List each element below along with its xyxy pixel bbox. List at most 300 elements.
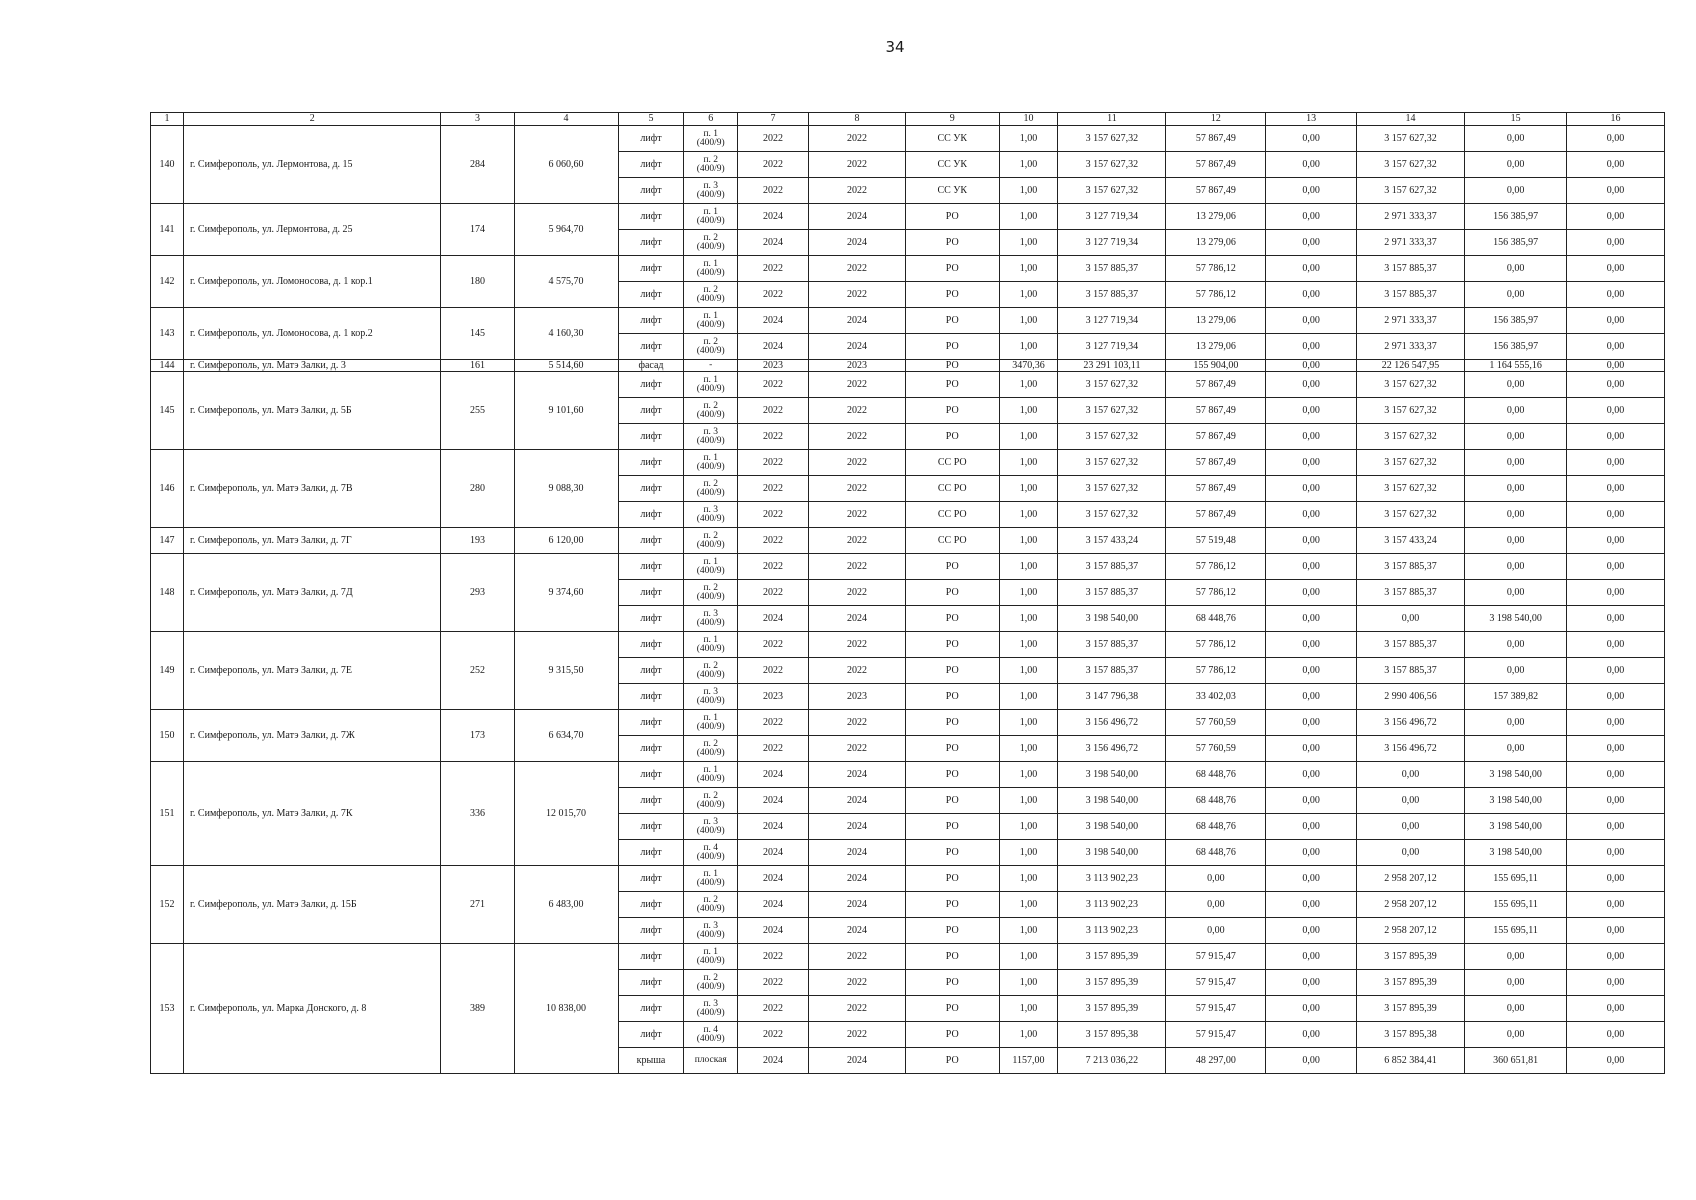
cell-year-plan: 2022	[738, 256, 809, 282]
cell-col16: 0,00	[1567, 866, 1665, 892]
cell-row-number: 144	[151, 360, 184, 372]
part-sublabel: (400/9)	[696, 241, 725, 252]
cell-col16: 0,00	[1567, 918, 1665, 944]
cell-year-fact: 2024	[809, 866, 906, 892]
cell-col14: 3 157 627,32	[1356, 152, 1464, 178]
cell-col13: 0,00	[1266, 684, 1357, 710]
cell-col14: 2 971 333,37	[1356, 230, 1464, 256]
cell-col4: 9 374,60	[514, 554, 618, 632]
cell-address: г. Симферополь, ул. Ломоносова, д. 1 кор.1	[183, 256, 440, 308]
cell-part	[684, 762, 738, 788]
cell-part	[684, 684, 738, 710]
cell-total-cost: 3 198 540,00	[1058, 606, 1166, 632]
cell-work-type: лифт	[618, 282, 684, 308]
cell-row-number: 152	[151, 866, 184, 944]
cell-quantity: 1,00	[999, 866, 1058, 892]
cell-col13: 0,00	[1266, 918, 1357, 944]
cell-unit-cost: 57 867,49	[1166, 502, 1266, 528]
cell-col14: 0,00	[1356, 762, 1464, 788]
cell-unit-cost: 57 867,49	[1166, 398, 1266, 424]
part-sublabel: (400/9)	[696, 747, 725, 758]
table-row	[151, 944, 1665, 970]
part-label: п. 1	[703, 946, 719, 957]
table-row	[151, 372, 1665, 398]
cell-year-fact: 2022	[809, 178, 906, 204]
cell-quantity: 1157,00	[999, 1048, 1058, 1074]
cell-part	[684, 398, 738, 424]
cell-col14: 3 156 496,72	[1356, 710, 1464, 736]
header-cell: 5	[618, 113, 684, 126]
cell-work-type: лифт	[618, 204, 684, 230]
cell-col15: 0,00	[1465, 658, 1567, 684]
cell-unit-cost: 13 279,06	[1166, 308, 1266, 334]
part-sublabel: (400/9)	[696, 955, 725, 966]
cell-col4: 4 160,30	[514, 308, 618, 360]
cell-quantity: 1,00	[999, 996, 1058, 1022]
cell-part	[684, 892, 738, 918]
cell-col15: 0,00	[1465, 502, 1567, 528]
cell-year-plan: 2024	[738, 788, 809, 814]
header-cell: 7	[738, 113, 809, 126]
cell-total-cost: 3 157 885,37	[1058, 632, 1166, 658]
cell-quantity: 1,00	[999, 684, 1058, 710]
cell-funding-source: РО	[905, 814, 999, 840]
cell-year-fact: 2023	[809, 360, 906, 372]
cell-work-type: фасад	[618, 360, 684, 372]
repair-schedule-table	[150, 112, 1665, 1074]
cell-funding-source: РО	[905, 308, 999, 334]
cell-unit-cost: 0,00	[1166, 892, 1266, 918]
part-label: п. 2	[703, 232, 719, 243]
cell-col13: 0,00	[1266, 632, 1357, 658]
part-label: п. 2	[703, 336, 719, 347]
header-cell: 4	[514, 113, 618, 126]
cell-col15: 155 695,11	[1465, 918, 1567, 944]
cell-year-plan: 2022	[738, 944, 809, 970]
cell-quantity: 1,00	[999, 970, 1058, 996]
cell-col15: 156 385,97	[1465, 204, 1567, 230]
cell-col3: 255	[441, 372, 514, 450]
cell-quantity: 1,00	[999, 554, 1058, 580]
cell-quantity: 1,00	[999, 840, 1058, 866]
cell-total-cost: 3 157 895,39	[1058, 970, 1166, 996]
cell-total-cost: 3 127 719,34	[1058, 334, 1166, 360]
cell-part	[684, 814, 738, 840]
cell-work-type: лифт	[618, 762, 684, 788]
cell-col13: 0,00	[1266, 398, 1357, 424]
cell-work-type: лифт	[618, 256, 684, 282]
cell-year-fact: 2024	[809, 230, 906, 256]
cell-year-fact: 2022	[809, 580, 906, 606]
cell-quantity: 1,00	[999, 424, 1058, 450]
part-sublabel: (400/9)	[696, 877, 725, 888]
cell-total-cost: 3 157 885,37	[1058, 658, 1166, 684]
cell-col15: 0,00	[1465, 554, 1567, 580]
cell-col15: 0,00	[1465, 256, 1567, 282]
cell-quantity: 1,00	[999, 528, 1058, 554]
cell-work-type: лифт	[618, 606, 684, 632]
cell-part	[684, 866, 738, 892]
cell-year-fact: 2022	[809, 970, 906, 996]
part-label: п. 2	[703, 154, 719, 165]
cell-col14: 3 157 895,39	[1356, 970, 1464, 996]
part-sublabel: (400/9)	[696, 293, 725, 304]
cell-col3: 145	[441, 308, 514, 360]
cell-row-number: 142	[151, 256, 184, 308]
cell-year-fact: 2022	[809, 398, 906, 424]
cell-col15: 3 198 540,00	[1465, 840, 1567, 866]
cell-year-plan: 2024	[738, 762, 809, 788]
cell-work-type: лифт	[618, 152, 684, 178]
cell-part	[684, 1022, 738, 1048]
cell-col15: 0,00	[1465, 152, 1567, 178]
cell-year-plan: 2022	[738, 736, 809, 762]
cell-col16: 0,00	[1567, 450, 1665, 476]
cell-col3: 161	[441, 360, 514, 372]
cell-year-fact: 2024	[809, 1048, 906, 1074]
cell-col3: 284	[441, 126, 514, 204]
cell-year-plan: 2022	[738, 554, 809, 580]
table-row	[151, 360, 1665, 372]
cell-unit-cost: 13 279,06	[1166, 334, 1266, 360]
cell-col13: 0,00	[1266, 1022, 1357, 1048]
cell-col14: 3 157 627,32	[1356, 126, 1464, 152]
cell-col16: 0,00	[1567, 528, 1665, 554]
cell-col13: 0,00	[1266, 502, 1357, 528]
cell-col13: 0,00	[1266, 528, 1357, 554]
cell-col15: 155 695,11	[1465, 866, 1567, 892]
cell-col16: 0,00	[1567, 398, 1665, 424]
cell-work-type: лифт	[618, 372, 684, 398]
cell-year-plan: 2022	[738, 282, 809, 308]
cell-work-type: лифт	[618, 334, 684, 360]
cell-quantity: 1,00	[999, 398, 1058, 424]
cell-col14: 0,00	[1356, 606, 1464, 632]
cell-funding-source: РО	[905, 970, 999, 996]
cell-part	[684, 502, 738, 528]
cell-part	[684, 360, 738, 372]
cell-year-fact: 2022	[809, 1022, 906, 1048]
cell-unit-cost: 57 786,12	[1166, 256, 1266, 282]
cell-part	[684, 658, 738, 684]
part-sublabel: (400/9)	[696, 215, 725, 226]
cell-col15: 0,00	[1465, 372, 1567, 398]
cell-unit-cost: 57 519,48	[1166, 528, 1266, 554]
cell-unit-cost: 0,00	[1166, 918, 1266, 944]
cell-total-cost: 3 113 902,23	[1058, 918, 1166, 944]
cell-unit-cost: 68 448,76	[1166, 840, 1266, 866]
cell-funding-source: РО	[905, 230, 999, 256]
cell-col15: 0,00	[1465, 450, 1567, 476]
cell-year-fact: 2024	[809, 840, 906, 866]
cell-year-fact: 2022	[809, 944, 906, 970]
cell-col16: 0,00	[1567, 736, 1665, 762]
cell-year-fact: 2022	[809, 424, 906, 450]
part-label: п. 3	[703, 998, 719, 1009]
cell-col15: 0,00	[1465, 476, 1567, 502]
part-sublabel: (400/9)	[696, 695, 725, 706]
cell-col15: 0,00	[1465, 528, 1567, 554]
table-row	[151, 204, 1665, 230]
cell-total-cost: 3 157 895,39	[1058, 944, 1166, 970]
cell-col14: 0,00	[1356, 814, 1464, 840]
cell-row-number: 143	[151, 308, 184, 360]
cell-col4: 6 060,60	[514, 126, 618, 204]
cell-row-number: 141	[151, 204, 184, 256]
cell-col16: 0,00	[1567, 658, 1665, 684]
part-label: п. 2	[703, 582, 719, 593]
cell-col15: 0,00	[1465, 580, 1567, 606]
part-label: п. 3	[703, 608, 719, 619]
cell-col16: 0,00	[1567, 788, 1665, 814]
cell-funding-source: РО	[905, 788, 999, 814]
part-sublabel: (400/9)	[696, 189, 725, 200]
cell-funding-source: РО	[905, 840, 999, 866]
cell-work-type: лифт	[618, 658, 684, 684]
cell-part	[684, 710, 738, 736]
cell-row-number: 150	[151, 710, 184, 762]
part-sublabel: (400/9)	[696, 721, 725, 732]
cell-work-type: лифт	[618, 528, 684, 554]
cell-col16: 0,00	[1567, 606, 1665, 632]
cell-col13: 0,00	[1266, 334, 1357, 360]
cell-col16: 0,00	[1567, 970, 1665, 996]
cell-year-fact: 2024	[809, 334, 906, 360]
part-label: п. 1	[703, 452, 719, 463]
cell-unit-cost: 57 786,12	[1166, 580, 1266, 606]
cell-year-fact: 2022	[809, 372, 906, 398]
cell-col15: 0,00	[1465, 632, 1567, 658]
cell-funding-source: РО	[905, 918, 999, 944]
column-number-row	[151, 113, 1665, 126]
cell-quantity: 1,00	[999, 580, 1058, 606]
cell-funding-source: РО	[905, 554, 999, 580]
cell-year-plan: 2024	[738, 230, 809, 256]
cell-col13: 0,00	[1266, 762, 1357, 788]
cell-funding-source: СС РО	[905, 476, 999, 502]
cell-unit-cost: 68 448,76	[1166, 606, 1266, 632]
cell-part	[684, 632, 738, 658]
part-label: п. 1	[703, 634, 719, 645]
cell-col15: 157 389,82	[1465, 684, 1567, 710]
cell-year-plan: 2023	[738, 684, 809, 710]
header-cell: 3	[441, 113, 514, 126]
cell-col14: 2 971 333,37	[1356, 308, 1464, 334]
part-label: п. 3	[703, 686, 719, 697]
cell-year-plan: 2022	[738, 580, 809, 606]
cell-unit-cost: 68 448,76	[1166, 814, 1266, 840]
cell-year-fact: 2022	[809, 736, 906, 762]
cell-work-type: лифт	[618, 684, 684, 710]
cell-year-plan: 2022	[738, 632, 809, 658]
cell-col3: 271	[441, 866, 514, 944]
cell-year-plan: 2024	[738, 918, 809, 944]
cell-unit-cost: 33 402,03	[1166, 684, 1266, 710]
cell-total-cost: 3 157 627,32	[1058, 152, 1166, 178]
cell-col13: 0,00	[1266, 1048, 1357, 1074]
cell-total-cost: 3 198 540,00	[1058, 762, 1166, 788]
cell-year-plan: 2022	[738, 450, 809, 476]
part-label: п. 3	[703, 180, 719, 191]
table-row	[151, 762, 1665, 788]
cell-year-fact: 2022	[809, 658, 906, 684]
cell-work-type: лифт	[618, 424, 684, 450]
cell-col16: 0,00	[1567, 126, 1665, 152]
cell-col15: 0,00	[1465, 398, 1567, 424]
cell-year-plan: 2022	[738, 398, 809, 424]
cell-quantity: 1,00	[999, 944, 1058, 970]
cell-col13: 0,00	[1266, 736, 1357, 762]
cell-unit-cost: 57 867,49	[1166, 476, 1266, 502]
cell-col4: 6 120,00	[514, 528, 618, 554]
cell-address: г. Симферополь, ул. Матэ Залки, д. 3	[183, 360, 440, 372]
cell-col13: 0,00	[1266, 606, 1357, 632]
cell-year-fact: 2022	[809, 528, 906, 554]
cell-col14: 3 157 885,37	[1356, 632, 1464, 658]
cell-year-fact: 2022	[809, 152, 906, 178]
cell-col14: 3 157 627,32	[1356, 372, 1464, 398]
cell-address: г. Симферополь, ул. Марка Донского, д. 8	[183, 944, 440, 1074]
cell-col4: 4 575,70	[514, 256, 618, 308]
cell-part	[684, 918, 738, 944]
table-row	[151, 256, 1665, 282]
cell-col15: 0,00	[1465, 424, 1567, 450]
cell-work-type: лифт	[618, 554, 684, 580]
cell-year-plan: 2022	[738, 178, 809, 204]
cell-quantity: 1,00	[999, 1022, 1058, 1048]
part-label: -	[709, 360, 713, 370]
cell-total-cost: 3 113 902,23	[1058, 892, 1166, 918]
cell-funding-source: РО	[905, 360, 999, 372]
cell-total-cost: 3 157 885,37	[1058, 256, 1166, 282]
part-sublabel: (400/9)	[696, 825, 725, 836]
part-label: п. 3	[703, 426, 719, 437]
part-label: п. 1	[703, 556, 719, 567]
cell-funding-source: СС РО	[905, 528, 999, 554]
cell-col14: 3 157 627,32	[1356, 398, 1464, 424]
cell-col14: 3 157 627,32	[1356, 424, 1464, 450]
cell-total-cost: 3 157 627,32	[1058, 424, 1166, 450]
cell-quantity: 1,00	[999, 788, 1058, 814]
cell-work-type: лифт	[618, 840, 684, 866]
cell-unit-cost: 57 786,12	[1166, 554, 1266, 580]
cell-work-type: лифт	[618, 580, 684, 606]
header-cell: 10	[999, 113, 1058, 126]
part-sublabel: (400/9)	[696, 487, 725, 498]
part-sublabel: (400/9)	[696, 1007, 725, 1018]
cell-col13: 0,00	[1266, 424, 1357, 450]
cell-year-fact: 2022	[809, 996, 906, 1022]
cell-unit-cost: 57 867,49	[1166, 450, 1266, 476]
cell-part	[684, 450, 738, 476]
cell-unit-cost: 48 297,00	[1166, 1048, 1266, 1074]
cell-col13: 0,00	[1266, 282, 1357, 308]
cell-total-cost: 3 157 627,32	[1058, 178, 1166, 204]
part-sublabel: (400/9)	[696, 1033, 725, 1044]
cell-work-type: лифт	[618, 230, 684, 256]
cell-col16: 0,00	[1567, 944, 1665, 970]
cell-total-cost: 3 127 719,34	[1058, 204, 1166, 230]
cell-col15: 156 385,97	[1465, 230, 1567, 256]
part-label: п. 1	[703, 128, 719, 139]
cell-col4: 6 483,00	[514, 866, 618, 944]
cell-col13: 0,00	[1266, 152, 1357, 178]
header-cell: 16	[1567, 113, 1665, 126]
cell-funding-source: РО	[905, 658, 999, 684]
cell-year-fact: 2024	[809, 814, 906, 840]
table-row	[151, 308, 1665, 334]
cell-col15: 0,00	[1465, 178, 1567, 204]
cell-col3: 174	[441, 204, 514, 256]
cell-col16: 0,00	[1567, 762, 1665, 788]
cell-address: г. Симферополь, ул. Лермонтова, д. 15	[183, 126, 440, 204]
cell-total-cost: 3 127 719,34	[1058, 230, 1166, 256]
cell-total-cost: 3 157 895,39	[1058, 996, 1166, 1022]
cell-unit-cost: 57 915,47	[1166, 944, 1266, 970]
cell-col13: 0,00	[1266, 360, 1357, 372]
cell-total-cost: 3 157 627,32	[1058, 398, 1166, 424]
cell-work-type: лифт	[618, 476, 684, 502]
cell-unit-cost: 57 867,49	[1166, 372, 1266, 398]
cell-unit-cost: 13 279,06	[1166, 230, 1266, 256]
cell-year-plan: 2022	[738, 424, 809, 450]
part-sublabel: (400/9)	[696, 903, 725, 914]
table-body	[151, 126, 1665, 1074]
part-label: п. 2	[703, 478, 719, 489]
cell-unit-cost: 13 279,06	[1166, 204, 1266, 230]
cell-col13: 0,00	[1266, 944, 1357, 970]
cell-work-type: лифт	[618, 736, 684, 762]
cell-unit-cost: 57 786,12	[1166, 282, 1266, 308]
cell-col16: 0,00	[1567, 308, 1665, 334]
table-row	[151, 126, 1665, 152]
cell-row-number: 151	[151, 762, 184, 866]
part-sublabel: (400/9)	[696, 163, 725, 174]
header-cell: 14	[1356, 113, 1464, 126]
cell-part	[684, 152, 738, 178]
cell-col13: 0,00	[1266, 554, 1357, 580]
cell-unit-cost: 57 786,12	[1166, 658, 1266, 684]
cell-part	[684, 528, 738, 554]
cell-year-plan: 2022	[738, 126, 809, 152]
cell-part	[684, 554, 738, 580]
cell-col15: 0,00	[1465, 126, 1567, 152]
table-row	[151, 866, 1665, 892]
cell-year-fact: 2024	[809, 788, 906, 814]
cell-part	[684, 736, 738, 762]
cell-unit-cost: 57 867,49	[1166, 126, 1266, 152]
cell-col16: 0,00	[1567, 230, 1665, 256]
cell-work-type: лифт	[618, 918, 684, 944]
cell-address: г. Симферополь, ул. Матэ Залки, д. 7В	[183, 450, 440, 528]
cell-address: г. Симферополь, ул. Ломоносова, д. 1 кор.2	[183, 308, 440, 360]
cell-part	[684, 944, 738, 970]
part-sublabel: (400/9)	[696, 799, 725, 810]
cell-total-cost: 3 198 540,00	[1058, 840, 1166, 866]
cell-unit-cost: 68 448,76	[1166, 762, 1266, 788]
cell-year-fact: 2023	[809, 684, 906, 710]
part-sublabel: (400/9)	[696, 409, 725, 420]
cell-quantity: 1,00	[999, 736, 1058, 762]
part-sublabel: (400/9)	[696, 137, 725, 148]
part-label: п. 2	[703, 660, 719, 671]
cell-col3: 280	[441, 450, 514, 528]
cell-col4: 9 088,30	[514, 450, 618, 528]
cell-year-fact: 2024	[809, 892, 906, 918]
cell-col13: 0,00	[1266, 996, 1357, 1022]
cell-quantity: 3470,36	[999, 360, 1058, 372]
part-label: п. 3	[703, 816, 719, 827]
